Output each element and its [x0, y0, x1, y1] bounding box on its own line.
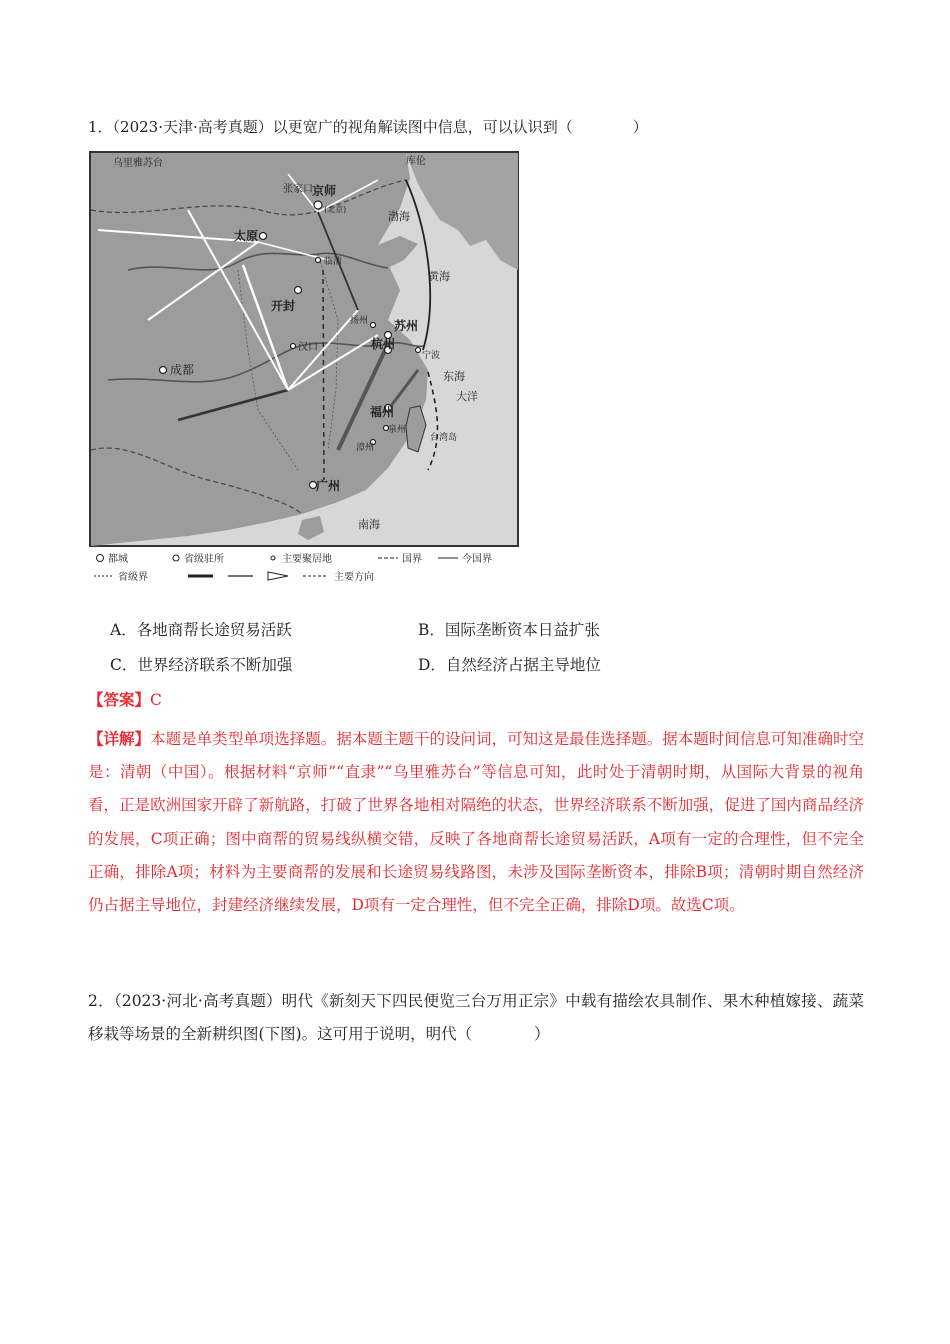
label-linqing: 临清	[324, 257, 343, 267]
svg-text:省级界: 省级界	[118, 572, 148, 583]
label-taiwan: 台湾岛	[430, 433, 458, 443]
svg-text:主要方向: 主要方向	[334, 572, 374, 583]
answer-line	[88, 690, 162, 710]
label-taiyuan: 太原	[234, 229, 259, 243]
label-zhangzhou: 漳州	[356, 443, 375, 453]
option-b[interactable]: B．国际垄断资本日益扩张	[418, 621, 600, 639]
question-1-stem: 1．（2023·天津·高考真题）以更宽广的视角解读图中信息，可以认识到（ ）	[88, 118, 648, 136]
label-yangzhou: 扬州	[350, 316, 369, 326]
label-hankou: 汉口	[298, 342, 318, 353]
explanation	[88, 722, 864, 922]
label-bohai: 渤海	[388, 210, 410, 223]
svg-text:省级驻所: 省级驻所	[184, 554, 224, 565]
label-kaifeng: 开封	[271, 299, 296, 313]
qing-merchant-trade-map	[88, 150, 520, 588]
svg-text:国界: 国界	[402, 554, 422, 565]
answer-value: C	[150, 691, 162, 709]
label-jingshi: 京师	[312, 184, 337, 198]
answer-tag: 【答案】	[88, 690, 151, 709]
label-donghai: 东海	[443, 370, 465, 383]
explanation-tag: 【详解】	[88, 729, 151, 748]
label-nanhai: 南海	[358, 518, 380, 531]
label-chengdu: 成都	[170, 363, 195, 377]
map-legend	[94, 552, 492, 583]
svg-text:今国界: 今国界	[462, 554, 492, 565]
option-a[interactable]: A．各地商帮长途贸易活跃	[110, 621, 292, 639]
label-hangzhou: 杭州	[371, 337, 396, 351]
label-suzhou: 苏州	[394, 319, 419, 333]
label-kulun: 库伦	[406, 156, 426, 167]
explanation-text: 本题是单类型单项选择题。据本题主题干的设问词，可知这是最佳选择题。据本题时间信息可知准确时空是：清朝（中国）。根据材料“京师”“直隶”“乌里雅苏台”等信息可知，此时处于清朝时期，从国际大背景的视角看，正是欧洲国家开辟了新航路，打破了世界各地相对隔绝的状态，世界经济联系不断加强，促进了国内商品经济的发展，C项正确；图中商帮的贸易线纵横交错，反映了各地商帮长途贸易活跃，A项有一定的合理性，但不完全正确，排除A项；材料为主要商帮的发展和长途贸易线路图，未涉及国际垄断资本，排除B项；清朝时期自然经济仍占据主导地位，封建经济继续发展，D项有一定合理性，但不完全正确，排除D项。故选C项。	[88, 730, 864, 915]
label-uliastai: 乌里雅苏台	[113, 158, 163, 169]
svg-text:主要聚居地: 主要聚居地	[282, 554, 332, 565]
label-dayang: 大洋	[456, 390, 478, 403]
label-quanzhou: 泉州	[388, 425, 407, 435]
label-ningbo: 宁波	[422, 351, 441, 361]
label-beijing: (北京)	[324, 205, 347, 214]
label-huanghai: 黄海	[428, 270, 450, 283]
label-fuzhou: 福州	[370, 405, 395, 419]
label-guangzhou: 广州	[316, 479, 341, 493]
option-c[interactable]: C．世界经济联系不断加强	[110, 656, 293, 674]
label-zhangjiakou: 张家口	[283, 184, 313, 195]
svg-text:都城: 都城	[108, 554, 128, 565]
option-d[interactable]: D．自然经济占据主导地位	[418, 656, 601, 674]
question-2-stem: 2．（2023·河北·高考真题）明代《新刻天下四民便览三台万用正宗》中载有描绘农具制作、果木种植嫁接、蔬菜移栽等场景的全新耕织图(下图)。这可用于说明，明代（ ）	[88, 992, 864, 1043]
